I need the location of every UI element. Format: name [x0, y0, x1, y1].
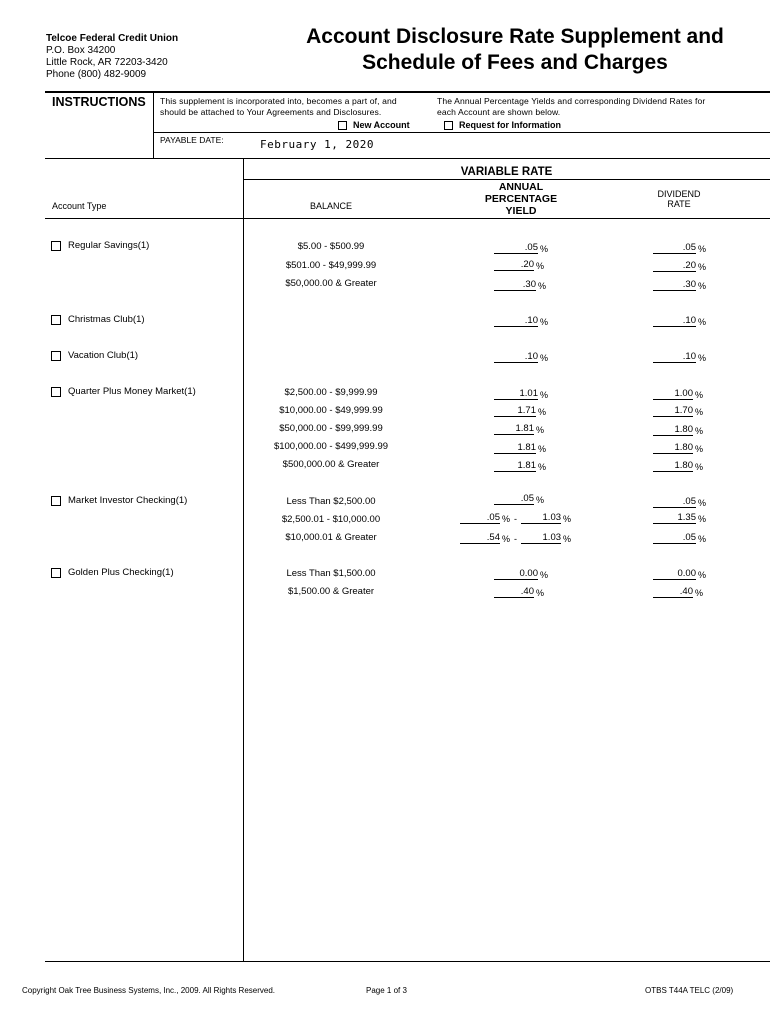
percent-sign: %	[695, 390, 704, 400]
percent-sign: %	[695, 444, 704, 454]
dividend-cell	[653, 568, 706, 580]
balance-cell: $1,500.00 & Greater	[287, 586, 375, 597]
apy-header-line-3: YIELD	[505, 205, 537, 217]
copyright-notice: Copyright Oak Tree Business Systems, Inc., 2009. All Rights Reserved.	[22, 986, 275, 995]
dividend-cell	[653, 351, 706, 363]
apy-value: 1.01	[494, 388, 538, 400]
balance-cell: $10,000.01 & Greater	[285, 532, 377, 543]
percent-sign: %	[538, 444, 547, 454]
instructions-divider	[153, 93, 154, 158]
balance-cell: $2,500.01 - $10,000.00	[281, 514, 381, 525]
table-header-rule	[45, 218, 770, 219]
apy-value: .05	[494, 242, 538, 254]
account-vacation-club[interactable]	[51, 350, 138, 361]
apy-cell	[494, 460, 546, 472]
account-name: Quarter Plus Money Market(1)	[68, 386, 196, 397]
apy-value: .05	[494, 493, 534, 505]
apy-cell	[494, 405, 546, 417]
percent-sign: %	[540, 390, 549, 400]
dividend-cell	[653, 460, 703, 472]
percent-sign: %	[502, 534, 511, 544]
apy-header-line-1: ANNUAL	[498, 181, 544, 193]
apy-value: 0.00	[494, 568, 538, 580]
title-line-2: Schedule of Fees and Charges	[362, 51, 668, 74]
percent-sign: %	[695, 426, 704, 436]
balance-cell: Less Than $2,500.00	[286, 496, 376, 507]
apy-high-value: 1.03	[521, 512, 561, 524]
dividend-header	[630, 189, 728, 209]
apy-cell	[494, 279, 546, 291]
apy-low-value: .05	[460, 512, 500, 524]
apy-header	[450, 181, 592, 217]
balance-cell: $10,000.00 - $49,999.99	[279, 405, 383, 416]
apy-cell	[494, 351, 548, 363]
dividend-value: .05	[653, 532, 696, 544]
regular-savings-checkbox[interactable]	[51, 241, 61, 251]
instructions-label: INSTRUCTIONS	[52, 95, 146, 109]
dividend-value: .40	[653, 586, 693, 598]
christmas-club-checkbox[interactable]	[51, 315, 61, 325]
percent-sign: %	[698, 244, 707, 254]
instructions-right-line-1: The Annual Percentage Yields and corresponding Dividend Rates for	[437, 96, 706, 106]
account-name: Regular Savings(1)	[68, 240, 150, 251]
dividend-value: .05	[653, 242, 696, 254]
dividend-value: .10	[653, 351, 696, 363]
range-dash: -	[514, 514, 518, 524]
new-account-checkbox[interactable]	[338, 121, 347, 130]
dividend-header-line-1: DIVIDEND	[657, 189, 701, 199]
title-line-1: Account Disclosure Rate Supplement and	[306, 25, 724, 48]
request-info-label: Request for Information	[459, 120, 562, 130]
apy-cell	[494, 242, 548, 254]
percent-sign: %	[698, 570, 707, 580]
percent-sign: %	[695, 407, 704, 417]
apy-cell	[494, 586, 544, 598]
account-quarter-plus-money-market[interactable]	[51, 386, 196, 397]
balance-cell: $2,500.00 - $9,999.99	[284, 387, 378, 398]
organization-info	[46, 33, 178, 81]
account-market-investor-checking[interactable]	[51, 495, 187, 506]
account-regular-savings[interactable]	[51, 240, 149, 251]
percent-sign: %	[538, 462, 547, 472]
percent-sign: %	[536, 495, 545, 505]
percent-sign: %	[540, 570, 549, 580]
apy-value: 1.71	[494, 405, 536, 417]
percent-sign: %	[698, 498, 707, 508]
new-account-option[interactable]	[338, 120, 410, 130]
dividend-value: .30	[653, 279, 696, 291]
document-title	[300, 24, 730, 76]
dividend-value: 1.80	[653, 460, 693, 472]
percent-sign: %	[695, 462, 704, 472]
percent-sign: %	[536, 425, 545, 435]
apy-value: 1.81	[494, 423, 534, 435]
org-address-line-1: P.O. Box 34200	[46, 45, 116, 56]
dividend-cell	[653, 388, 703, 400]
account-name: Christmas Club(1)	[68, 314, 145, 325]
apy-cell	[494, 442, 546, 454]
balance-cell: $500,000.00 & Greater	[282, 459, 380, 470]
apy-cell	[494, 423, 544, 435]
vacation-club-checkbox[interactable]	[51, 351, 61, 361]
instructions-right-line-2: each Account are shown below.	[437, 107, 561, 117]
apy-cell	[494, 388, 548, 400]
percent-sign: %	[698, 317, 707, 327]
balance-cell: Less Than $1,500.00	[286, 568, 376, 579]
org-address-line-2: Little Rock, AR 72203-3420	[46, 57, 168, 68]
percent-sign: %	[698, 534, 707, 544]
balance-cell: $501.00 - $49,999.99	[285, 260, 377, 271]
apy-value: .10	[494, 315, 538, 327]
form-identifier: OTBS T44A TELC (2/09)	[645, 986, 734, 995]
dividend-cell	[653, 315, 706, 327]
account-type-header: Account Type	[52, 201, 107, 211]
apy-cell	[494, 315, 548, 327]
instructions-text-left	[160, 96, 430, 118]
org-name: Telcoe Federal Credit Union	[46, 33, 179, 44]
balance-cell: $50,000.00 - $99,999.99	[279, 423, 383, 434]
account-name: Market Investor Checking(1)	[68, 495, 188, 506]
table-vertical-rule	[243, 158, 244, 961]
percent-sign: %	[538, 407, 547, 417]
percent-sign: %	[540, 244, 549, 254]
account-christmas-club[interactable]	[51, 314, 145, 325]
dividend-value: 1.70	[653, 405, 693, 417]
dividend-value: .10	[653, 315, 696, 327]
payable-date-label: PAYABLE DATE:	[160, 135, 224, 145]
apy-cell	[494, 568, 548, 580]
dividend-value: .20	[653, 260, 696, 272]
table-bottom-rule	[45, 961, 770, 962]
page-number: Page 1 of 3	[366, 986, 407, 995]
payable-top-rule	[153, 132, 770, 133]
market-investor-checkbox[interactable]	[51, 496, 61, 506]
dividend-value: 1.80	[653, 424, 693, 436]
instructions-left-line-2: should be attached to Your Agreements and Disclosures.	[160, 107, 382, 117]
account-name: Vacation Club(1)	[68, 350, 139, 361]
dividend-cell	[653, 442, 703, 454]
apy-value: .30	[494, 279, 536, 291]
apy-range-cell	[460, 532, 571, 544]
golden-plus-checkbox[interactable]	[51, 568, 61, 578]
apy-header-line-2: PERCENTAGE	[484, 193, 558, 205]
variable-rate-rule	[243, 179, 770, 180]
dividend-value: 1.35	[653, 512, 696, 524]
dividend-cell	[653, 405, 703, 417]
apy-value: 1.81	[494, 442, 536, 454]
dividend-cell	[653, 512, 706, 524]
range-dash: -	[514, 534, 518, 544]
percent-sign: %	[698, 281, 707, 291]
apy-value: .10	[494, 351, 538, 363]
instructions-text-right	[437, 96, 737, 118]
variable-rate-heading: VARIABLE RATE	[460, 166, 553, 178]
apy-value: .20	[494, 259, 534, 271]
percent-sign: %	[536, 261, 545, 271]
percent-sign: %	[540, 317, 549, 327]
dividend-cell	[653, 242, 706, 254]
percent-sign: %	[698, 353, 707, 363]
percent-sign: %	[538, 281, 547, 291]
percent-sign: %	[540, 353, 549, 363]
percent-sign: %	[536, 588, 545, 598]
dividend-cell	[653, 424, 703, 436]
balance-cell: $100,000.00 - $499,999.99	[273, 441, 389, 452]
dividend-cell	[653, 279, 706, 291]
percent-sign: %	[698, 514, 707, 524]
apy-low-value: .54	[460, 532, 500, 544]
dividend-header-line-2: RATE	[667, 199, 691, 209]
balance-cell: $50,000.00 & Greater	[285, 278, 377, 289]
dividend-cell	[653, 532, 706, 544]
dividend-value: 1.00	[653, 388, 693, 400]
dividend-cell	[653, 586, 703, 598]
dividend-value: 1.80	[653, 442, 693, 454]
percent-sign: %	[695, 588, 704, 598]
apy-cell	[494, 259, 544, 271]
request-info-option[interactable]	[444, 120, 561, 130]
account-name: Golden Plus Checking(1)	[68, 567, 174, 578]
balance-header: BALANCE	[309, 201, 353, 211]
apy-value: 1.81	[494, 460, 536, 472]
payable-date-value[interactable]: February 1, 2020	[260, 138, 374, 151]
instructions-left-line-1: This supplement is incorporated into, becomes a part of, and	[160, 96, 397, 106]
apy-high-value: 1.03	[521, 532, 561, 544]
request-info-checkbox[interactable]	[444, 121, 453, 130]
percent-sign: %	[698, 262, 707, 272]
dividend-cell	[653, 496, 706, 508]
apy-range-cell	[460, 512, 571, 524]
percent-sign: %	[563, 514, 572, 524]
account-golden-plus-checking[interactable]	[51, 567, 174, 578]
percent-sign: %	[563, 534, 572, 544]
apy-value: .40	[494, 586, 534, 598]
dividend-value: .05	[653, 496, 696, 508]
percent-sign: %	[502, 514, 511, 524]
apy-cell	[494, 493, 544, 505]
dividend-cell	[653, 260, 706, 272]
payable-bottom-rule	[45, 158, 770, 159]
balance-cell: $5.00 - $500.99	[297, 241, 365, 252]
quarter-plus-checkbox[interactable]	[51, 387, 61, 397]
dividend-value: 0.00	[653, 568, 696, 580]
org-phone: Phone (800) 482-9009	[46, 69, 147, 80]
new-account-label: New Account	[353, 120, 410, 130]
